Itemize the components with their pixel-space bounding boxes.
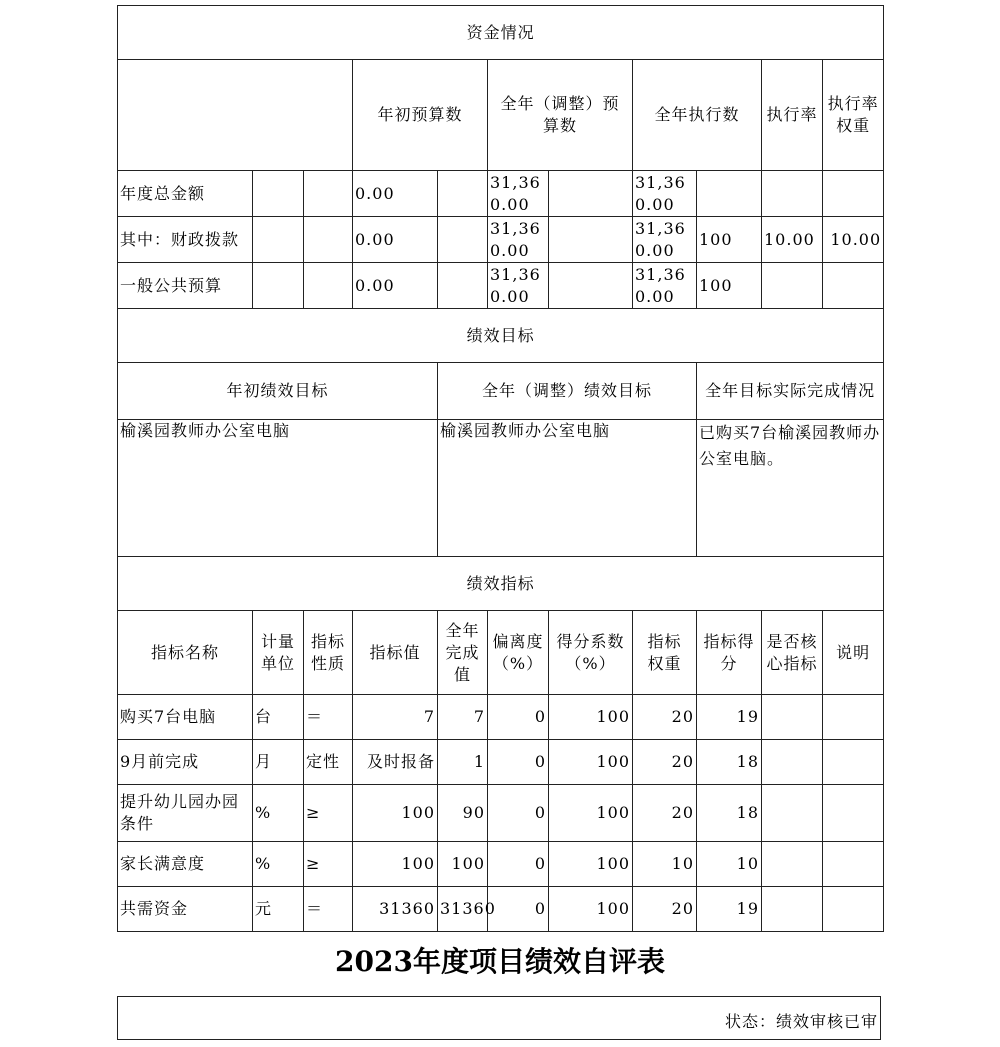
- ind-note: [823, 785, 884, 842]
- funds-row-rate: 100: [697, 217, 762, 263]
- funds-row: [118, 263, 884, 309]
- evaluation-sheet: [117, 5, 883, 932]
- ind-name: 9月前完成: [118, 740, 253, 785]
- ind-score: 18: [697, 740, 762, 785]
- ind-completed: 7: [438, 695, 488, 740]
- ind-value: 7: [353, 695, 438, 740]
- funds-row-initial: 0.00: [353, 263, 438, 309]
- goals-adjusted-text: 榆溪园教师办公室电脑: [438, 420, 697, 557]
- ind-header-weight: 指标权重: [633, 611, 697, 695]
- funds-section-row: [118, 6, 884, 60]
- ind-coefficient: 100: [549, 887, 633, 932]
- funds-row-weight: [762, 263, 823, 309]
- ind-value: 100: [353, 785, 438, 842]
- goals-header-adjusted: 全年（调整）绩效目标: [438, 363, 697, 420]
- ind-coefficient: 100: [549, 842, 633, 887]
- indicator-row: [118, 785, 884, 842]
- ind-value: 及时报备: [353, 740, 438, 785]
- empty-cell: [438, 263, 488, 309]
- empty-cell: [438, 217, 488, 263]
- indicators-header-row: [118, 611, 884, 695]
- empty-cell: [253, 171, 304, 217]
- ind-completed: 100: [438, 842, 488, 887]
- funds-row-score: [823, 171, 884, 217]
- ind-core: [762, 695, 823, 740]
- goals-actual-text: 已购买7台榆溪园教师办公室电脑。: [697, 420, 884, 557]
- ind-deviation: 0: [488, 695, 549, 740]
- ind-unit: 月: [253, 740, 304, 785]
- ind-header-score: 指标得分: [697, 611, 762, 695]
- ind-value: 100: [353, 842, 438, 887]
- ind-core: [762, 887, 823, 932]
- ind-unit: 台: [253, 695, 304, 740]
- funds-header-blank: [118, 60, 353, 171]
- funds-row-label: 其中：财政拨款: [118, 217, 253, 263]
- goals-section-row: [118, 309, 884, 363]
- ind-deviation: 0: [488, 842, 549, 887]
- ind-header-coefficient: 得分系数（%）: [549, 611, 633, 695]
- ind-header-core: 是否核心指标: [762, 611, 823, 695]
- ind-deviation: 0: [488, 740, 549, 785]
- funds-row-weight: 10.00: [762, 217, 823, 263]
- empty-cell: [253, 263, 304, 309]
- funds-row-weight: [762, 171, 823, 217]
- funds-row-rate: [697, 171, 762, 217]
- funds-row-adjusted: 31,360.00: [488, 171, 549, 217]
- goals-header-actual: 全年目标实际完成情况: [697, 363, 884, 420]
- ind-header-nature: 指标性质: [304, 611, 353, 695]
- ind-core: [762, 740, 823, 785]
- empty-cell: [438, 171, 488, 217]
- ind-header-name: 指标名称: [118, 611, 253, 695]
- status-bar: [117, 996, 881, 1040]
- empty-cell: [304, 171, 353, 217]
- funds-row-score: 10.00: [823, 217, 884, 263]
- ind-weight: 20: [633, 695, 697, 740]
- funds-row-label: 年度总金额: [118, 171, 253, 217]
- funds-row-adjusted: 31,360.00: [488, 263, 549, 309]
- funds-row-label: 一般公共预算: [118, 263, 253, 309]
- ind-nature: ＝: [304, 887, 353, 932]
- ind-note: [823, 695, 884, 740]
- indicators-section-title: 绩效指标: [118, 557, 884, 611]
- funds-row-executed: 31,360.00: [633, 217, 697, 263]
- goals-section-title: 绩效目标: [118, 309, 884, 363]
- ind-nature: ＝: [304, 695, 353, 740]
- report-title: 2023年度项目绩效自评表: [335, 945, 665, 978]
- funds-row-rate: 100: [697, 263, 762, 309]
- ind-completed: 1: [438, 740, 488, 785]
- ind-core: [762, 842, 823, 887]
- funds-row-initial: 0.00: [353, 217, 438, 263]
- header-execution: 全年执行数: [633, 60, 762, 171]
- funds-section-title: 资金情况: [118, 6, 884, 60]
- ind-note: [823, 842, 884, 887]
- ind-weight: 10: [633, 842, 697, 887]
- ind-value: 31360: [353, 887, 438, 932]
- funds-row: [118, 171, 884, 217]
- header-rate: 执行率: [762, 60, 823, 171]
- funds-row-adjusted: 31,360.00: [488, 217, 549, 263]
- ind-name: 共需资金: [118, 887, 253, 932]
- ind-unit: %: [253, 785, 304, 842]
- ind-weight: 20: [633, 740, 697, 785]
- ind-header-value: 指标值: [353, 611, 438, 695]
- ind-score: 19: [697, 695, 762, 740]
- ind-note: [823, 740, 884, 785]
- ind-coefficient: 100: [549, 740, 633, 785]
- header-adjusted-budget: 全年（调整）预算数: [488, 60, 633, 171]
- ind-score: 10: [697, 842, 762, 887]
- goals-header-initial: 年初绩效目标: [118, 363, 438, 420]
- ind-weight: 20: [633, 785, 697, 842]
- empty-cell: [549, 217, 633, 263]
- ind-unit: %: [253, 842, 304, 887]
- ind-name: 家长满意度: [118, 842, 253, 887]
- evaluation-table: [117, 5, 884, 932]
- ind-completed: 31360: [438, 887, 488, 932]
- ind-name: 提升幼儿园办园条件: [118, 785, 253, 842]
- funds-row-executed: 31,360.00: [633, 263, 697, 309]
- ind-deviation: 0: [488, 785, 549, 842]
- ind-nature: ≥: [304, 785, 353, 842]
- ind-nature: 定性: [304, 740, 353, 785]
- header-initial-budget: 年初预算数: [353, 60, 488, 171]
- indicator-row: [118, 740, 884, 785]
- funds-row: [118, 217, 884, 263]
- goals-header-row: [118, 363, 884, 420]
- ind-core: [762, 785, 823, 842]
- ind-header-deviation: 偏离度（%）: [488, 611, 549, 695]
- funds-row-executed: 31,360.00: [633, 171, 697, 217]
- ind-deviation: 0: [488, 887, 549, 932]
- funds-header-row: [118, 60, 884, 171]
- goals-content-row: [118, 420, 884, 557]
- empty-cell: [304, 217, 353, 263]
- empty-cell: [549, 171, 633, 217]
- ind-unit: 元: [253, 887, 304, 932]
- ind-nature: ≥: [304, 842, 353, 887]
- indicator-row: [118, 695, 884, 740]
- ind-name: 购买7台电脑: [118, 695, 253, 740]
- ind-score: 18: [697, 785, 762, 842]
- indicator-row: [118, 887, 884, 932]
- funds-row-initial: 0.00: [353, 171, 438, 217]
- ind-header-unit: 计量单位: [253, 611, 304, 695]
- ind-coefficient: 100: [549, 785, 633, 842]
- indicator-row: [118, 842, 884, 887]
- ind-note: [823, 887, 884, 932]
- empty-cell: [304, 263, 353, 309]
- ind-completed: 90: [438, 785, 488, 842]
- ind-header-completed: 全年完成值: [438, 611, 488, 695]
- header-rate-weight: 执行率权重: [823, 60, 884, 171]
- ind-score: 19: [697, 887, 762, 932]
- ind-weight: 20: [633, 887, 697, 932]
- ind-coefficient: 100: [549, 695, 633, 740]
- empty-cell: [549, 263, 633, 309]
- empty-cell: [253, 217, 304, 263]
- funds-row-score: [823, 263, 884, 309]
- status-text: 状态：绩效审核已审: [724, 1012, 878, 1031]
- goals-initial-text: 榆溪园教师办公室电脑: [118, 420, 438, 557]
- indicators-section-row: [118, 557, 884, 611]
- ind-header-note: 说明: [823, 611, 884, 695]
